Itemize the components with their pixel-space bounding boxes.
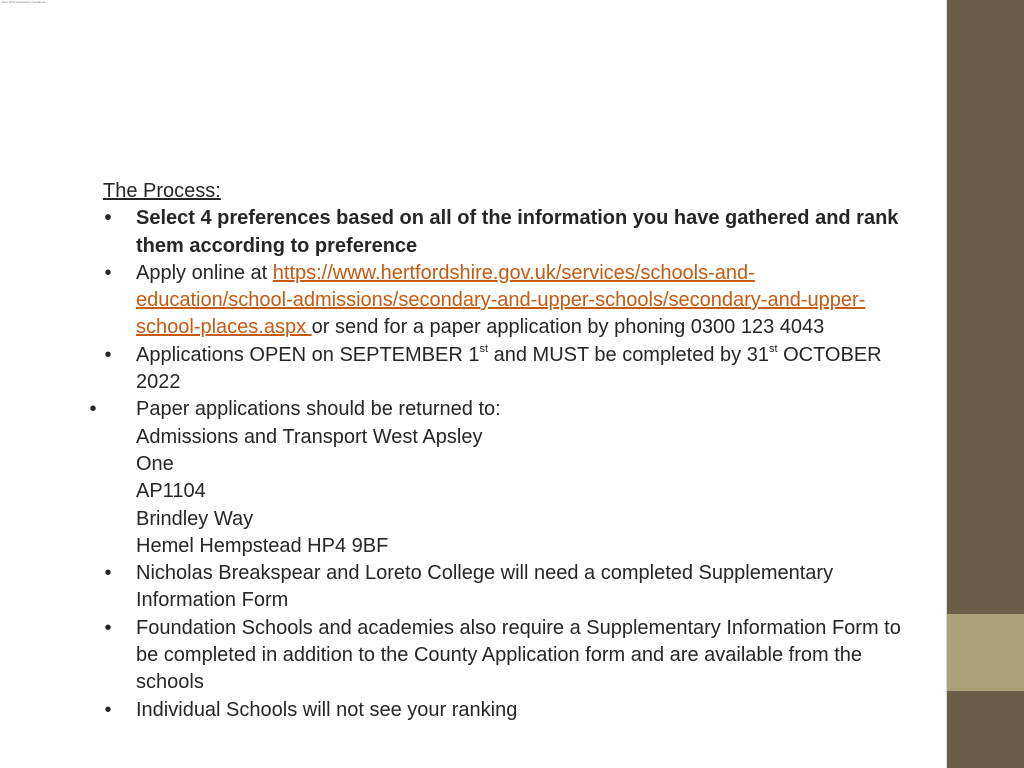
process-content: [103, 178, 903, 724]
process-heading: The Process:: [103, 180, 221, 202]
apply-online-prefix: Apply online at: [136, 261, 273, 284]
bullet-select-preferences: • Select 4 preferences based on all of the information you have gathered and rank them according to preference: [103, 205, 903, 260]
dates-part2: and MUST be completed by 31: [488, 343, 769, 366]
apply-online-suffix: or send for a paper application by phoning 0300 123 4043: [311, 316, 825, 339]
sidebar-light-block: [947, 614, 1024, 691]
address-line-5: Hemel Hempstead HP4 9BF: [136, 534, 389, 557]
paper-applications-intro: • Paper applications should be returned to:: [136, 398, 501, 421]
address-line-4: Brindley Way: [136, 507, 254, 530]
address-line-1: Admissions and Transport West Apsley: [136, 425, 483, 448]
address-line-3: AP1104: [136, 480, 206, 503]
bullet-paper-applications: [103, 396, 903, 560]
slide-header-text: Rev. 2022 Admissions Guidance: [2, 0, 46, 4]
dates-sup2: st: [768, 342, 778, 355]
dates-sup1: st: [479, 342, 489, 355]
hertfordshire-link[interactable]: https://www.hertfordshire.gov.uk/services/schools-and-education/school-admissions/secondary-and-upper-schools/secondary-and-upper-school-places.aspx: [136, 261, 866, 339]
bullet-apply-online: [103, 260, 903, 342]
sidebar-dark-bottom: [947, 691, 1024, 768]
dates-part1: Applications OPEN on SEPTEMBER 1: [136, 343, 480, 366]
bullet-supplementary-form: • Nicholas Breakspear and Loreto College will need a completed Supplementary Information Form: [103, 560, 903, 615]
address-line-2: One: [136, 452, 174, 475]
dates-part3: OCTOBER 2022: [136, 343, 882, 394]
bullet-ranking-privacy: • Individual Schools will not see your ranking: [103, 697, 903, 724]
bullet-application-dates: [103, 342, 903, 397]
sidebar-dark-top: [947, 0, 1024, 614]
bullet-foundation-schools: • Foundation Schools and academies also require a Supplementary Information Form to be completed in addition to the County Application form and are available from the schools: [103, 615, 903, 697]
